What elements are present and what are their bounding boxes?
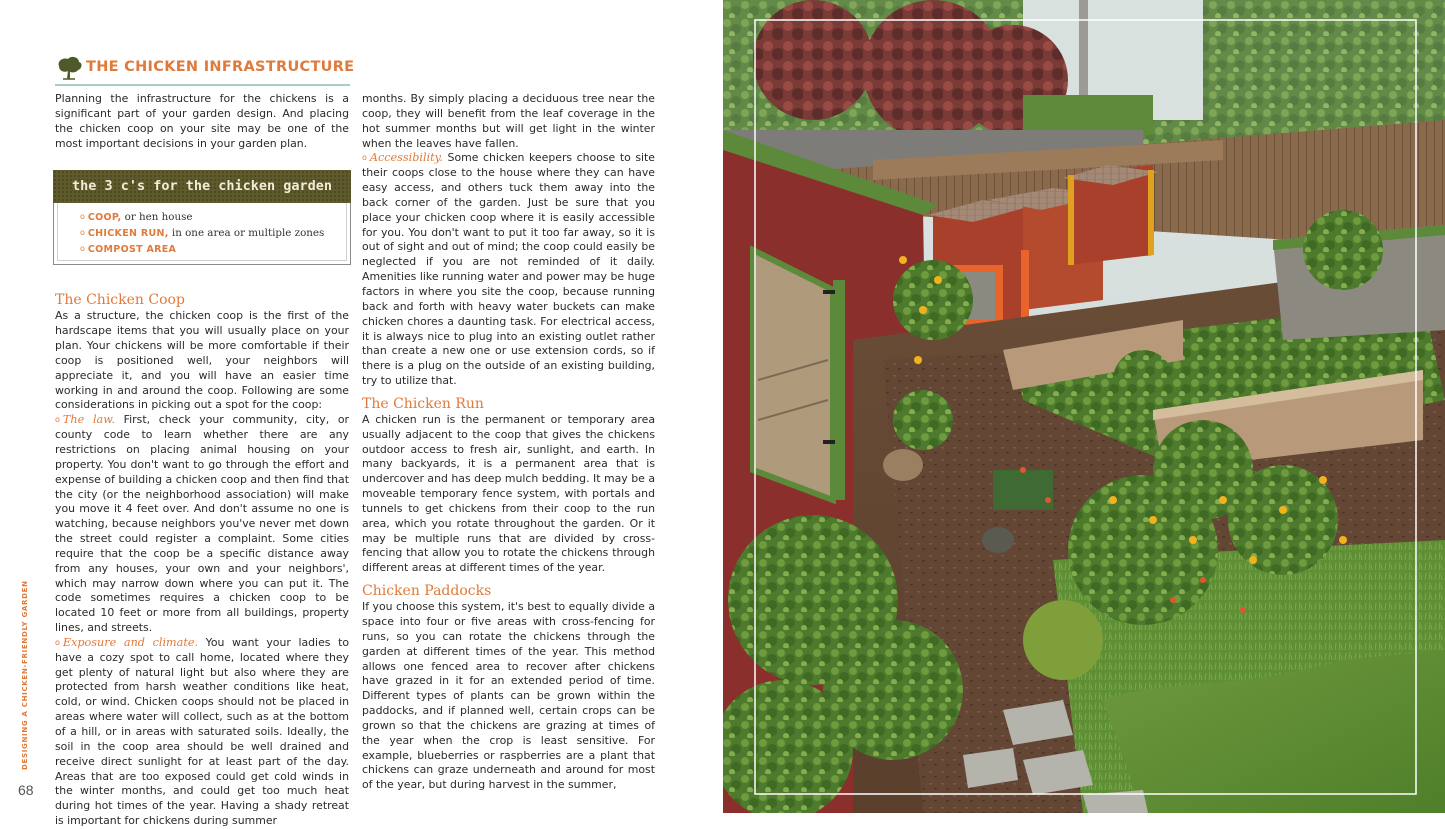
section-rule bbox=[55, 84, 350, 86]
garden-photo bbox=[723, 0, 1445, 813]
exposure-label: Exposure and climate. bbox=[62, 635, 199, 649]
sidebar-list bbox=[80, 209, 324, 257]
sidebar-item bbox=[80, 225, 324, 241]
exposure-continued: months. By simply placing a deciduous tree near the coop, they will benefit from the leaf coverage in the hot summer months but will get light in the winter when the leaves have fallen. bbox=[362, 92, 655, 150]
run-paragraph: A chicken run is the permanent or temporary area usually adjacent to the coop that gives the chickens outdoor access to fresh air, sunlight, and earth. In many backyards, it is a permanent area that is undercover and has deep mulch bedding. It may be a moveable temporary fence system, with portals and tunnels to get chickens from their coop to the run area, which you rotate throughout the garden. Or it may be multiple runs that are divided by cross-fencing that allow you to rotate the chickens through different areas at different times of the year. bbox=[362, 412, 655, 575]
sidebar-item-text: in one area or multiple zones bbox=[168, 227, 325, 239]
bullet-icon: o bbox=[362, 153, 367, 163]
coop-paragraph: As a structure, the chicken coop is the first of the hardscape items that you will usually place on your plan. Your chickens will be more comfortable if their coop is positioned well, your neighbors will appreciate it, and you will have an easier time working in and around the coop. Following are some considerations in picking out a spot for the coop: bbox=[55, 309, 349, 412]
bullet-icon: o bbox=[80, 228, 85, 237]
running-head: DESIGNING A CHICKEN-FRIENDLY GARDEN bbox=[21, 580, 29, 770]
sidebar-title: the 3 c's for the chicken garden bbox=[71, 178, 333, 194]
bullet-icon: o bbox=[55, 637, 60, 647]
law-paragraph bbox=[55, 413, 349, 636]
access-text: Some chicken keepers choose to site their coops close to the house where they can have easy access, and others tuck them away into the back corner of the garden. Just be sure that you place your chicken coop where it is easily accessible for you. You don't want to put it too far away, so it is out of sight and out of mind; the coop could easily be neglected if you are not reminded of it daily. Amenities like running water and power may be huge factors in where you site the coop, because running back and forth with heavy water buckets can make chicken chores a daunting task. For electrical access, it is always nice to plug into an existing outlet rather than create a new one or use extension cords, so if there is a plug on the outside of an existing building, try to utilize that. bbox=[362, 151, 655, 388]
sidebar-item-text: or hen house bbox=[121, 211, 193, 223]
garden-photo-illustration bbox=[723, 0, 1445, 813]
sidebar-item bbox=[80, 241, 324, 257]
access-paragraph bbox=[362, 151, 655, 389]
right-column bbox=[362, 92, 655, 793]
exposure-text: You want your ladies to have a cozy spot to call home, located where they get plenty of natural light but also where they are protected from harsh weather conditions like heat, cold, or wind. Chicken coops should not be placed in areas where water will collect, such as at the bottom of a hill, or in areas with saturated soils. Ideally, the soil in the coop area should be well drained and receive direct sunlight for at least part of the day. Areas that are too exposed could get cold winds in the winter months, and could get too much heat during hot times of the year. Having a shady retreat is important for chickens during summer bbox=[55, 635, 349, 828]
bullet-icon: o bbox=[80, 244, 85, 253]
bullet-icon: o bbox=[80, 212, 85, 221]
access-label: Accessibility. bbox=[369, 151, 443, 165]
sidebar-item-key: CHICKEN RUN, bbox=[87, 228, 169, 239]
paddocks-heading: Chicken Paddocks bbox=[362, 583, 492, 600]
intro-paragraph: Planning the infrastructure for the chickens is a significant part of your garden design. And placing the chicken coop on your site may be one of the most important decisions in your garden plan. bbox=[55, 92, 349, 150]
sidebar-box bbox=[53, 170, 351, 265]
page-number: 68 bbox=[18, 782, 34, 798]
left-page bbox=[0, 0, 722, 828]
section-title: THE CHICKEN INFRASTRUCTURE bbox=[86, 59, 355, 75]
sidebar-frame bbox=[53, 203, 351, 265]
run-heading: The Chicken Run bbox=[362, 395, 484, 412]
exposure-paragraph bbox=[55, 636, 349, 829]
tree-icon bbox=[55, 54, 83, 82]
sidebar-item-key: COMPOST AREA bbox=[87, 244, 177, 255]
section-header bbox=[55, 54, 355, 86]
law-text: First, check your community, city, or county code to learn whether there are any restrictions on placing animal housing on your property. You don't want to go through the effort and expense of building a chicken coop and then find that the city (or the neighborhood association) will make you move it 4 feet over. And don't assume no one is watching, because neighbors you've never met down the street could register a complaint. Some cities require that the coop be a specific distance away from any houses, your own and your neighbors', which may narrow down where you can put it. The code sometimes requires a chicken coop to be located 10 feet or more from all buildings, property lines, and streets. bbox=[55, 413, 349, 635]
bullet-icon: o bbox=[55, 415, 60, 425]
paddocks-paragraph: If you choose this system, it's best to equally divide a space into four or five areas with cross-fencing for runs, so you can rotate the chickens through the garden at different times of the year. This method allows one fenced area to recover after chickens have grazed in it for an extended period of time. Different types of plants can be grown within the paddocks, and if planned well, certain crops can be grown so that the chickens are grazing at times of the year when the crop is least sensitive. For example, blueberries or raspberries are a plant that chickens can graze underneath and around for most of the year, but during harvest in the summer, bbox=[362, 600, 655, 792]
law-label: The law. bbox=[62, 413, 116, 427]
sidebar-item bbox=[80, 209, 324, 225]
sidebar-item-key: COOP, bbox=[87, 212, 122, 223]
coop-heading: The Chicken Coop bbox=[55, 292, 185, 309]
